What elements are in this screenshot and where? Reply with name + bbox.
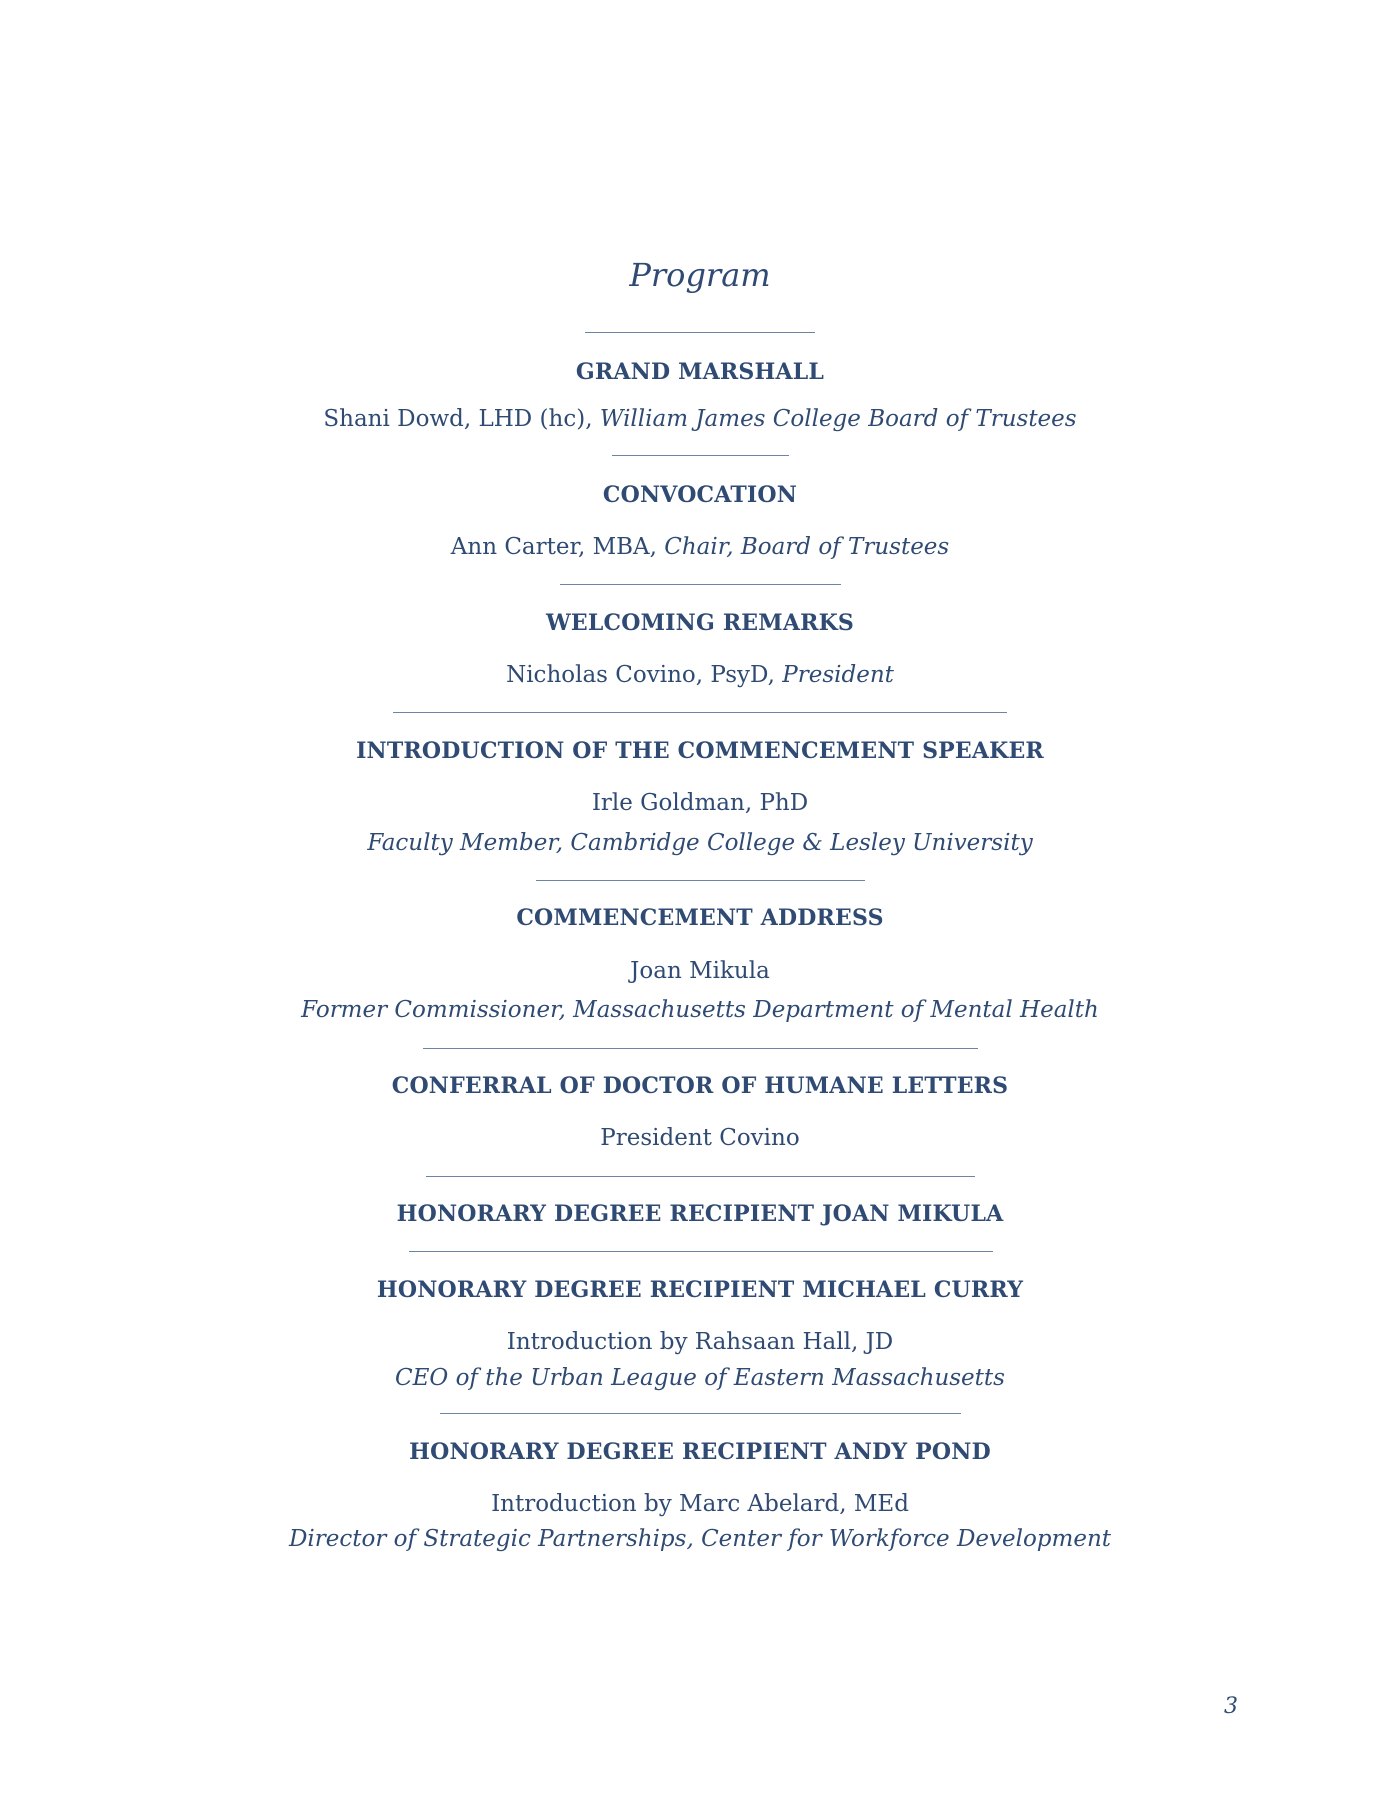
section-speaker-welcoming-remarks (0, 659, 1400, 691)
speaker-name: Ann Carter, MBA, (450, 534, 665, 560)
divider (612, 455, 789, 456)
divider (560, 584, 841, 585)
section-heading-honorary-andy-pond: HONORARY DEGREE RECIPIENT ANDY POND (409, 1439, 991, 1465)
section-heading-convocation: CONVOCATION (602, 482, 798, 508)
section-heading-honorary-michael-curry: HONORARY DEGREE RECIPIENT MICHAEL CURRY (376, 1277, 1024, 1303)
speaker-name: Joan Mikula (630, 958, 770, 984)
divider (440, 1413, 961, 1414)
speaker-role: William James College Board of Trustees (599, 406, 1077, 432)
divider (585, 332, 815, 333)
section-heading-commencement-address: COMMENCEMENT ADDRESS (516, 905, 884, 931)
speaker-name: Nicholas Covino, PsyD, (506, 662, 783, 688)
speaker-role: Faculty Member, Cambridge College & Lesley University (367, 830, 1033, 856)
section-speaker-grand-marshall (0, 403, 1400, 435)
speaker-name: Introduction by Rahsaan Hall, JD (506, 1329, 894, 1355)
speaker-name: President Covino (600, 1125, 800, 1151)
divider (393, 712, 1007, 713)
page-title: Program (629, 256, 771, 294)
speaker-role: CEO of the Urban League of Eastern Massachusetts (395, 1365, 1005, 1391)
speaker-name: Introduction by Marc Abelard, MEd (491, 1491, 909, 1517)
speaker-role: President (782, 662, 894, 688)
speaker-role: Director of Strategic Partnerships, Center for Workforce Development (288, 1526, 1112, 1552)
divider (536, 880, 865, 881)
divider (409, 1251, 993, 1252)
speaker-name: Irle Goldman, PhD (591, 790, 809, 816)
speaker-name: Shani Dowd, LHD (hc), (323, 406, 600, 432)
section-heading-honorary-joan-mikula: HONORARY DEGREE RECIPIENT JOAN MIKULA (396, 1201, 1004, 1227)
section-heading-welcoming-remarks: WELCOMING REMARKS (546, 610, 854, 636)
section-heading-grand-marshall: GRAND MARSHALL (575, 359, 825, 385)
speaker-role: Chair, Board of Trustees (664, 534, 950, 560)
section-heading-conferral: CONFERRAL OF DOCTOR OF HUMANE LETTERS (391, 1073, 1009, 1099)
page-number: 3 (1224, 1694, 1238, 1719)
speaker-role: Former Commissioner, Massachusetts Department of Mental Health (301, 997, 1099, 1023)
section-heading-introduction-speaker: INTRODUCTION OF THE COMMENCEMENT SPEAKER (356, 738, 1044, 764)
divider (426, 1176, 975, 1177)
section-speaker-convocation (0, 531, 1400, 563)
divider (423, 1048, 978, 1049)
